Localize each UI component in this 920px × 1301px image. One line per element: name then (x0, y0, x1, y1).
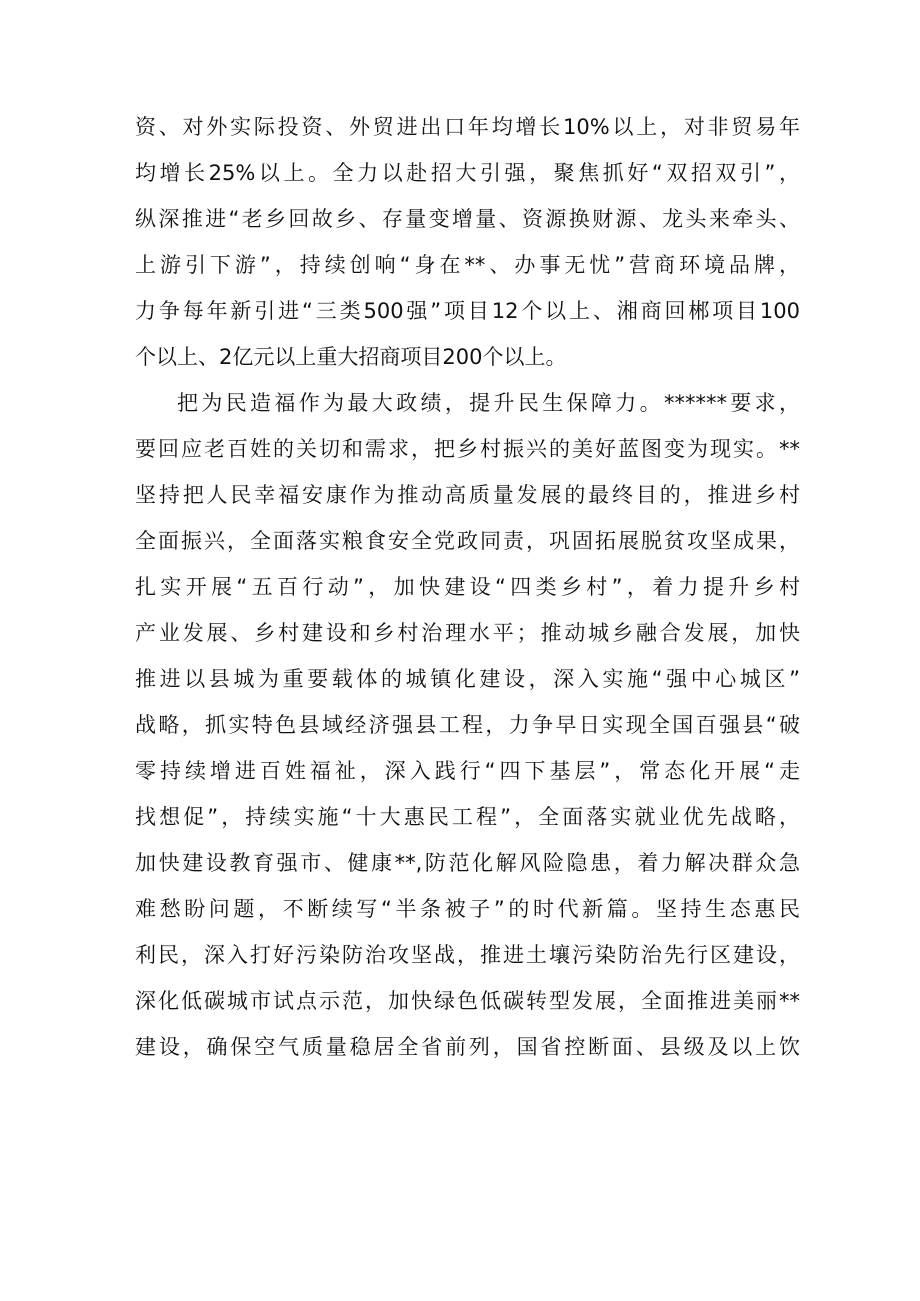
text-line: 利民，深入打好污染防治攻坚战，推进土壤污染防治先行区建设， (135, 943, 800, 967)
text-line: 扎实开展“五百行动”，加快建设“四类乡村”，着力提升乡村 (135, 575, 800, 599)
document-body (135, 104, 800, 1070)
text-line: 资、对外实际投资、外贸进出口年均增长10%以上，对非贸易年 (135, 115, 800, 139)
paragraph-investment (135, 104, 800, 380)
text-line: 难愁盼问题，不断续写“半条被子”的时代新篇。坚持生态惠民 (135, 897, 800, 921)
text-line: 要回应老百姓的关切和需求，把乡村振兴的美好蓝图变为现实。** (135, 437, 800, 461)
text-line: 建设，确保空气质量稳居全省前列，国省控断面、县级及以上饮 (135, 1035, 800, 1059)
text-line: 深化低碳城市试点示范，加快绿色低碳转型发展，全面推进美丽** (135, 989, 800, 1013)
text-line: 找想促”，持续实施“十大惠民工程”，全面落实就业优先战略， (135, 805, 800, 829)
text-line: 推进以县城为重要载体的城镇化建设，深入实施“强中心城区” (135, 667, 800, 691)
text-line: 纵深推进“老乡回故乡、存量变增量、资源换财源、龙头来牵头、 (135, 207, 800, 231)
text-line: 坚持把人民幸福安康作为推动高质量发展的最终目的，推进乡村 (135, 483, 800, 507)
text-line: 产业发展、乡村建设和乡村治理水平；推动城乡融合发展，加快 (135, 621, 800, 645)
text-line: 零持续增进百姓福祉，深入践行“四下基层”，常态化开展“走 (135, 759, 800, 783)
text-line: 把为民造福作为最大政绩，提升民生保障力。******要求， (177, 391, 800, 415)
paragraph-livelihood (135, 380, 800, 1070)
text-line: 力争每年新引进“三类500强”项目12个以上、湘商回郴项目100 (135, 299, 800, 323)
text-line: 加快建设教育强市、健康**,防范化解风险隐患，着力解决群众急 (135, 851, 800, 875)
text-line: 上游引下游”，持续创响“身在**、办事无忧”营商环境品牌， (135, 253, 800, 277)
text-line: 战略，抓实特色县域经济强县工程，力争早日实现全国百强县“破 (135, 713, 800, 737)
text-line: 个以上、2亿元以上重大招商项目200个以上。 (135, 345, 567, 369)
text-line: 全面振兴，全面落实粮食安全党政同责，巩固拓展脱贫攻坚成果， (135, 529, 800, 553)
text-line: 均增长25%以上。全力以赴招大引强，聚焦抓好“双招双引”， (135, 161, 800, 185)
